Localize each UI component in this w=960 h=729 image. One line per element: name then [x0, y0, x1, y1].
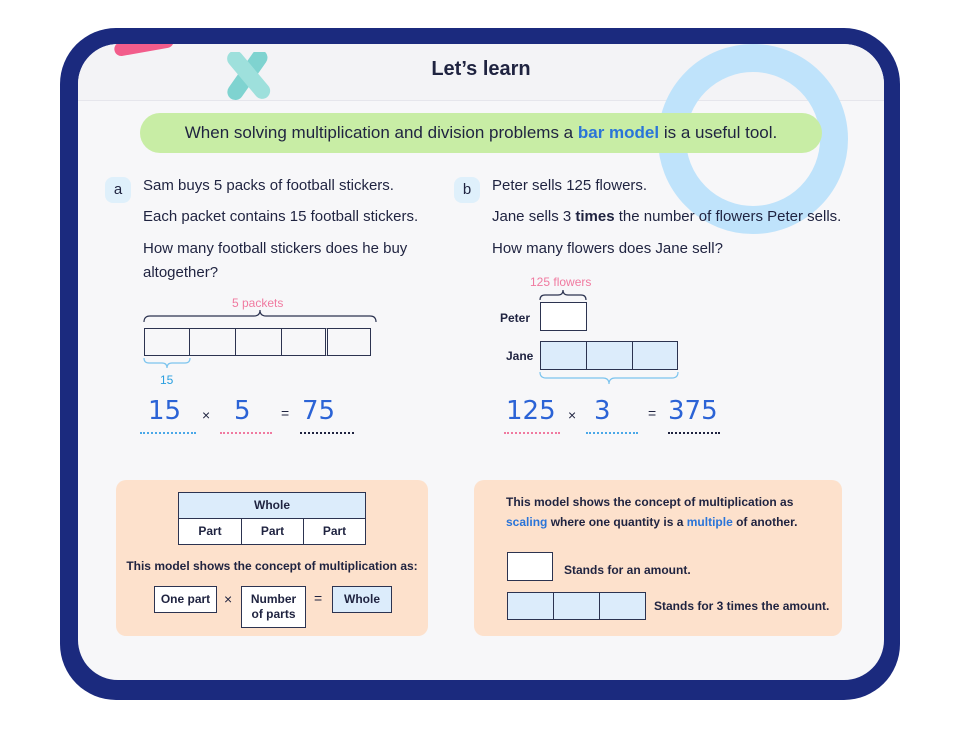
legend-triple-label: Stands for 3 times the amount. — [654, 599, 830, 613]
lesson-screen — [78, 44, 884, 680]
info-banner — [140, 113, 822, 153]
eq-b-underline1 — [504, 432, 560, 434]
question-a-line2: Each packet contains 15 football stickers. — [143, 208, 419, 225]
jane-bar-cell — [632, 341, 678, 370]
bar-a-bottom-label: 15 — [160, 373, 174, 387]
scaling-text-line1: This model shows the concept of multiplication as — [506, 495, 794, 509]
question-a-line4: altogether? — [143, 264, 219, 281]
question-b-line2-bold: times — [575, 208, 615, 225]
eq-b-underline3 — [668, 432, 720, 434]
bar-a-cell — [189, 328, 236, 356]
eq-b-times: × — [568, 407, 577, 423]
bar-a-cell — [235, 328, 282, 356]
jane-bar-cell — [586, 341, 633, 370]
legend-single-label: Stands for an amount. — [564, 563, 691, 577]
scaling-text-end: of another. — [732, 515, 798, 529]
banner-highlight: bar model — [577, 123, 660, 142]
jane-bar-cell — [540, 341, 587, 370]
eq-a-equals: = — [281, 405, 290, 421]
scaling-text-mid: where one quantity is a — [547, 515, 687, 529]
eq-a-underline2 — [220, 432, 272, 434]
eq-a-underline1 — [140, 432, 196, 434]
question-b-line2-start: Jane sells 3 — [492, 208, 576, 225]
part-cell: Part — [303, 518, 366, 545]
bar-a-bottom-brace — [142, 356, 192, 370]
number-of-parts-line2: of parts — [251, 607, 296, 621]
panel-left-equals: = — [314, 590, 323, 606]
header-bar — [78, 44, 884, 101]
panel-left-times: × — [224, 591, 233, 607]
eq-b-underline2 — [586, 432, 638, 434]
bar-b-top-brace — [538, 288, 588, 302]
peter-bar — [540, 302, 587, 331]
peter-label: Peter — [500, 311, 531, 325]
number-of-parts-line1: Number — [250, 592, 297, 606]
whole-bar: Whole — [178, 492, 366, 519]
question-a-line1: Sam buys 5 packs of football stickers. — [143, 177, 394, 194]
question-a-line3: How many football stickers does he buy — [143, 240, 408, 257]
eq-a-factor1: 15 — [148, 396, 182, 426]
eq-b-equals: = — [648, 405, 657, 421]
legend-triple-bar-cell — [507, 592, 554, 620]
legend-triple-bar-cell — [553, 592, 600, 620]
legend-single-bar — [507, 552, 553, 581]
question-b-line2-end: the number of flowers Peter sells. — [614, 208, 842, 225]
question-b-line1: Peter sells 125 flowers. — [492, 177, 648, 194]
jane-bar-brace — [538, 370, 680, 386]
eq-b-result: 375 — [668, 396, 718, 426]
part-whole-caption: This model shows the concept of multiplication as: — [126, 559, 418, 573]
decoration-pink-stroke — [113, 44, 175, 57]
bar-b-top-label: 125 flowers — [530, 275, 592, 289]
eq-b-factor2: 3 — [594, 396, 611, 426]
part-whole-panel — [116, 480, 428, 636]
question-a-badge: a — [105, 177, 131, 203]
part-cell: Part — [241, 518, 304, 545]
scaling-highlight: scaling — [506, 515, 548, 529]
banner-text-end: is a useful tool. — [659, 123, 778, 142]
bar-a-cell — [144, 328, 190, 356]
banner-text: When solving multiplication and division problems a — [184, 123, 578, 142]
scaling-panel — [474, 480, 842, 636]
eq-a-factor2: 5 — [234, 396, 251, 426]
eq-a-result: 75 — [302, 396, 336, 426]
bar-a-top-brace — [142, 308, 378, 324]
scaling-text-line2 — [506, 512, 797, 532]
number-of-parts-box — [241, 586, 306, 628]
bar-a-cell — [325, 328, 371, 356]
question-b-line2 — [492, 206, 841, 228]
page-title: Let’s learn — [431, 58, 531, 80]
whole-result-box: Whole — [332, 586, 392, 613]
eq-b-factor1: 125 — [506, 396, 556, 426]
one-part-box: One part — [154, 586, 217, 613]
question-b-badge: b — [454, 177, 480, 203]
bar-a-cell — [281, 328, 326, 356]
eq-a-underline3 — [300, 432, 354, 434]
jane-label: Jane — [506, 349, 534, 363]
part-cell: Part — [178, 518, 242, 545]
multiple-highlight: multiple — [686, 515, 733, 529]
eq-a-times: × — [202, 407, 211, 423]
question-b-line3: How many flowers does Jane sell? — [492, 240, 723, 257]
legend-triple-bar-cell — [599, 592, 646, 620]
bar-a-top-label: 5 packets — [232, 296, 284, 310]
